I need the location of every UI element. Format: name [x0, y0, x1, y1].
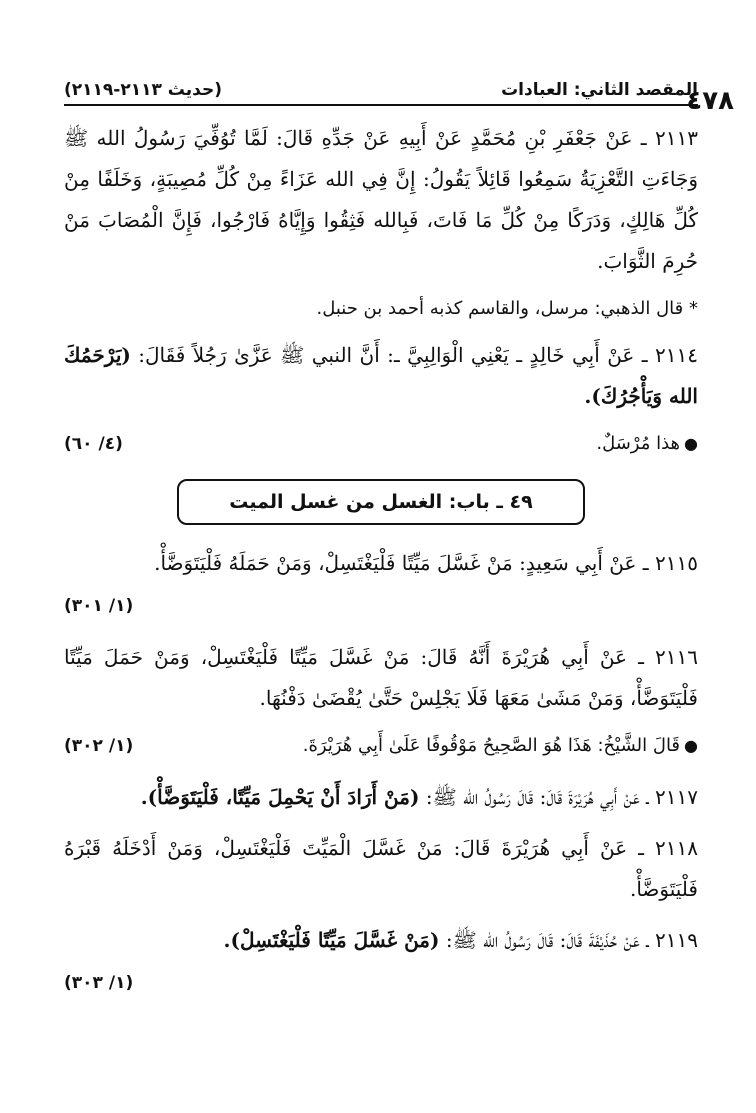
hadith-2117-text: ٢١١٧ ـ عَنْ أَبِي هُرَيْرَةَ قَالَ: قَالَ رَسُولُ الله ﷺ:	[425, 785, 698, 809]
hadith-2119-quote: (مَنْ غَسَّلَ مَيِّتًا فَلْيَغْتَسِلْ).	[223, 928, 440, 952]
hadith-2116	[64, 637, 698, 719]
hadith-2113-text: ٢١١٣ ـ عَنْ جَعْفَرِ بْنِ مُحَمَّدٍ عَنْ أَبِيهِ عَنْ جَدِّهِ قَالَ: لَمَّا تُوُفِّيَ رَسُولُ الله ﷺ وَجَاءَتِ التَّعْزِيَةُ سَمِعُوا قَائِلاً يَقُولُ: إِنَّ فِي الله عَزَاءً مِنْ كُلِّ مُصِيبَةٍ، وَخَلَفًا مِنْ كُلِّ هَالِكٍ، وَدَرَكًا مِنْ كُلِّ مَا فَاتَ، فَبِالله فَثِقُوا وَإِيَّاهُ فَارْجُوا، فَإِنَّ الْمُصَابَ مَنْ حُرِمَ الثَّوَابَ.	[64, 126, 698, 273]
hadith-2115	[64, 543, 698, 627]
chapter-heading	[177, 479, 585, 525]
page-number: ٤٧٨	[686, 86, 734, 116]
hadith-2114-note: هذا مُرْسَلٌ.	[596, 433, 681, 454]
hadith-2119-ref: (١/ ٣٠٣)	[64, 973, 134, 993]
hadith-2114-ref: (٤/ ٦٠)	[64, 434, 123, 454]
hadith-2116-ref: (١/ ٣٠٢)	[64, 736, 134, 756]
section-title: المقصد الثاني: العبادات	[501, 80, 698, 100]
hadith-2113-note: * قال الذهبي: مرسل، والقاسم كذبه أحمد بن حنبل.	[316, 298, 698, 319]
hadith-2117-quote: (مَنْ أَرَادَ أَنْ يَحْمِلَ مَيِّتًا، فَلْيَتَوَضَّأْ).	[140, 785, 420, 809]
hadith-2115-text: ٢١١٥ ـ عَنْ أَبِي سَعِيدٍ: مَنْ غَسَّلَ مَيِّتًا فَلْيَغْتَسِلْ، وَمَنْ حَمَلَهُ فَلْيَتَوَضَّأْ.	[154, 551, 698, 575]
hadith-range: (حديث ٢١١٣-٢١١٩)	[64, 80, 223, 100]
hadith-2114-note-line	[64, 423, 698, 465]
header-rule	[64, 104, 698, 106]
hadith-2116-note: قَالَ الشَّيْخُ: هَذَا هُوَ الصَّحِيحُ مَوْقُوفًا عَلَىٰ أَبِي هُرَيْرَةَ.	[302, 735, 681, 756]
hadith-2119-text: ٢١١٩ ـ عَنْ حُذَيْفَةَ قَالَ: قَالَ رَسُولُ الله ﷺ:	[445, 928, 698, 952]
hadith-2114	[64, 335, 698, 417]
hadith-2116-text: ٢١١٦ ـ عَنْ أَبِي هُرَيْرَةَ أَنَّهُ قَالَ: مَنْ غَسَّلَ مَيِّتًا فَلْيَغْتَسِلْ، وَمَنْ حَمَلَ مَيِّتًا فَلْيَتَوَضَّأْ، وَمَنْ مَشَىٰ مَعَهَا فَلَا يَجْلِسْ حَتَّىٰ يُقْضَىٰ دَفْنُهَا.	[64, 645, 698, 710]
hadith-2117	[64, 777, 698, 818]
hadith-2119	[64, 920, 698, 1004]
running-header	[64, 66, 698, 100]
hadith-2114-text: ٢١١٤ ـ عَنْ أَبِي خَالِدٍ ـ يَعْنِي الْوَالِبِيَّ ـ: أَنَّ النبي ﷺ عَزَّىٰ رَجُلاً فَقَالَ:	[138, 343, 699, 367]
page-content	[64, 118, 698, 1010]
hadith-2115-ref: (١/ ٣٠١)	[64, 596, 134, 616]
hadith-2118-text: ٢١١٨ ـ عَنْ أَبِي هُرَيْرَةَ قَالَ: مَنْ غَسَّلَ الْمَيِّتَ فَلْيَغْتَسِلْ، وَمَنْ أَدْخَلَهُ قَبْرَهُ فَلْيَتَوَضَّأْ.	[64, 836, 698, 901]
hadith-2113	[64, 118, 698, 282]
chapter-title: ٤٩ ـ باب: الغسل من غسل الميت	[229, 490, 533, 513]
hadith-2114-quote: (يَرْحَمُكَ الله وَيَأْجُرُكَ).	[64, 343, 698, 408]
hadith-2116-note-line	[64, 725, 698, 767]
bullet-icon: ●	[684, 434, 698, 453]
hadith-2118	[64, 828, 698, 910]
bullet-icon: ●	[684, 736, 698, 755]
